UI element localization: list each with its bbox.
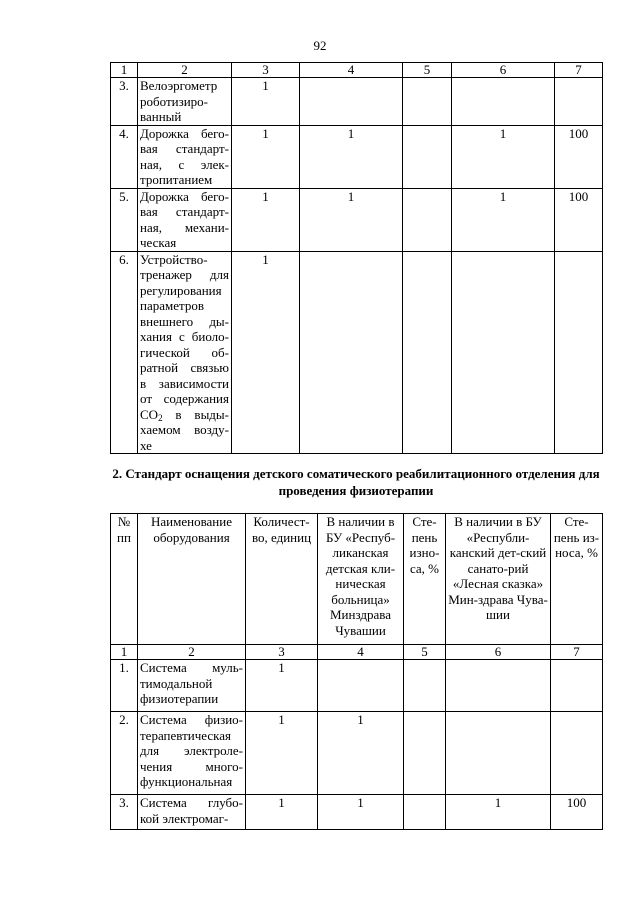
col-number: 4 xyxy=(300,63,403,78)
col-number: 7 xyxy=(551,645,603,660)
col-number: 2 xyxy=(138,63,232,78)
wear-hospital xyxy=(403,188,452,251)
col-number: 5 xyxy=(403,63,452,78)
equipment-table-continued xyxy=(110,62,603,454)
page-number: 92 xyxy=(313,38,327,53)
table-row xyxy=(111,795,603,830)
quantity: 1 xyxy=(246,795,318,830)
wear-hospital xyxy=(404,660,446,712)
wear-sanatorium: 100 xyxy=(551,795,603,830)
wear-hospital xyxy=(403,125,452,188)
col-number: 5 xyxy=(404,645,446,660)
row-number: 2. xyxy=(111,712,138,795)
header-name: Наименование оборудования xyxy=(138,514,246,645)
header-available-sanatorium: В наличии в БУ «Республи-канский дет-ский санато-рий «Лесная сказка» Мин-здрава Чува-шии xyxy=(446,514,551,645)
available-sanatorium xyxy=(446,660,551,712)
available-hospital: 1 xyxy=(318,795,404,830)
available-hospital: 1 xyxy=(318,712,404,795)
table-row xyxy=(111,251,603,454)
available-sanatorium: 1 xyxy=(452,188,555,251)
available-hospital: 1 xyxy=(300,125,403,188)
equipment-standard-table xyxy=(110,513,603,830)
header-wear-hospital: Сте-пень изно-са, % xyxy=(404,514,446,645)
col-number: 2 xyxy=(138,645,246,660)
wear-sanatorium xyxy=(551,660,603,712)
available-hospital xyxy=(300,251,403,454)
equipment-name: Система муль-тимодальной физиотерапии xyxy=(138,660,246,712)
available-hospital xyxy=(318,660,404,712)
wear-sanatorium xyxy=(555,251,603,454)
col-number: 1 xyxy=(111,645,138,660)
table-row xyxy=(111,125,603,188)
header-number: № пп xyxy=(111,514,138,645)
name-part: в выды-хаемом возду-хе xyxy=(140,406,229,453)
col-number: 3 xyxy=(232,63,300,78)
row-number: 1. xyxy=(111,660,138,712)
header-wear-sanatorium: Сте-пень из-носа, % xyxy=(551,514,603,645)
wear-hospital xyxy=(403,78,452,126)
col-number: 6 xyxy=(452,63,555,78)
table-row xyxy=(111,188,603,251)
header-quantity: Количест-во, единиц xyxy=(246,514,318,645)
name-part: Устройство-тренажер для регулирования параметров внешнего ды-хания с биоло-гической об-ратной связью в зависимости от содержания CO xyxy=(140,251,229,422)
quantity: 1 xyxy=(232,125,300,188)
subscript-2: 2 xyxy=(158,412,163,423)
row-number: 6. xyxy=(111,251,138,454)
wear-hospital xyxy=(404,712,446,795)
equipment-name xyxy=(138,251,232,454)
col-number: 3 xyxy=(246,645,318,660)
col-number: 4 xyxy=(318,645,404,660)
column-number-row xyxy=(111,63,603,78)
row-number: 4. xyxy=(111,125,138,188)
available-sanatorium xyxy=(452,78,555,126)
available-sanatorium: 1 xyxy=(452,125,555,188)
available-hospital: 1 xyxy=(300,188,403,251)
table-row xyxy=(111,660,603,712)
equipment-name: Велоэргометр роботизиро-ванный xyxy=(138,78,232,126)
wear-sanatorium: 100 xyxy=(555,188,603,251)
quantity: 1 xyxy=(246,660,318,712)
col-number: 7 xyxy=(555,63,603,78)
available-sanatorium xyxy=(446,712,551,795)
col-number: 6 xyxy=(446,645,551,660)
wear-sanatorium xyxy=(555,78,603,126)
col-number: 1 xyxy=(111,63,138,78)
quantity: 1 xyxy=(246,712,318,795)
available-sanatorium: 1 xyxy=(446,795,551,830)
wear-hospital xyxy=(403,251,452,454)
quantity: 1 xyxy=(232,251,300,454)
wear-sanatorium xyxy=(551,712,603,795)
wear-sanatorium: 100 xyxy=(555,125,603,188)
quantity: 1 xyxy=(232,188,300,251)
table-row xyxy=(111,78,603,126)
row-number: 3. xyxy=(111,795,138,830)
equipment-name: Дорожка бего-вая стандарт-ная, механи-ческая xyxy=(138,188,232,251)
equipment-name: Дорожка бего-вая стандарт-ная, с элек-тропитанием xyxy=(138,125,232,188)
row-number: 5. xyxy=(111,188,138,251)
header-row xyxy=(111,514,603,645)
wear-hospital xyxy=(404,795,446,830)
quantity: 1 xyxy=(232,78,300,126)
equipment-name: Система глубо-кой электромаг- xyxy=(138,795,246,830)
column-number-row xyxy=(111,645,603,660)
section-title: 2. Стандарт оснащения детского соматического реабилитационного отделения для проведения физиотерапии xyxy=(112,466,600,498)
available-sanatorium xyxy=(452,251,555,454)
row-number: 3. xyxy=(111,78,138,126)
equipment-name: Система физио-терапевтическая для электроле-чения много-функциональная xyxy=(138,712,246,795)
available-hospital xyxy=(300,78,403,126)
header-available-hospital: В наличии в БУ «Респуб-ликанская детская кли-ническая больница» Минздрава Чувашии xyxy=(318,514,404,645)
table-row xyxy=(111,712,603,795)
